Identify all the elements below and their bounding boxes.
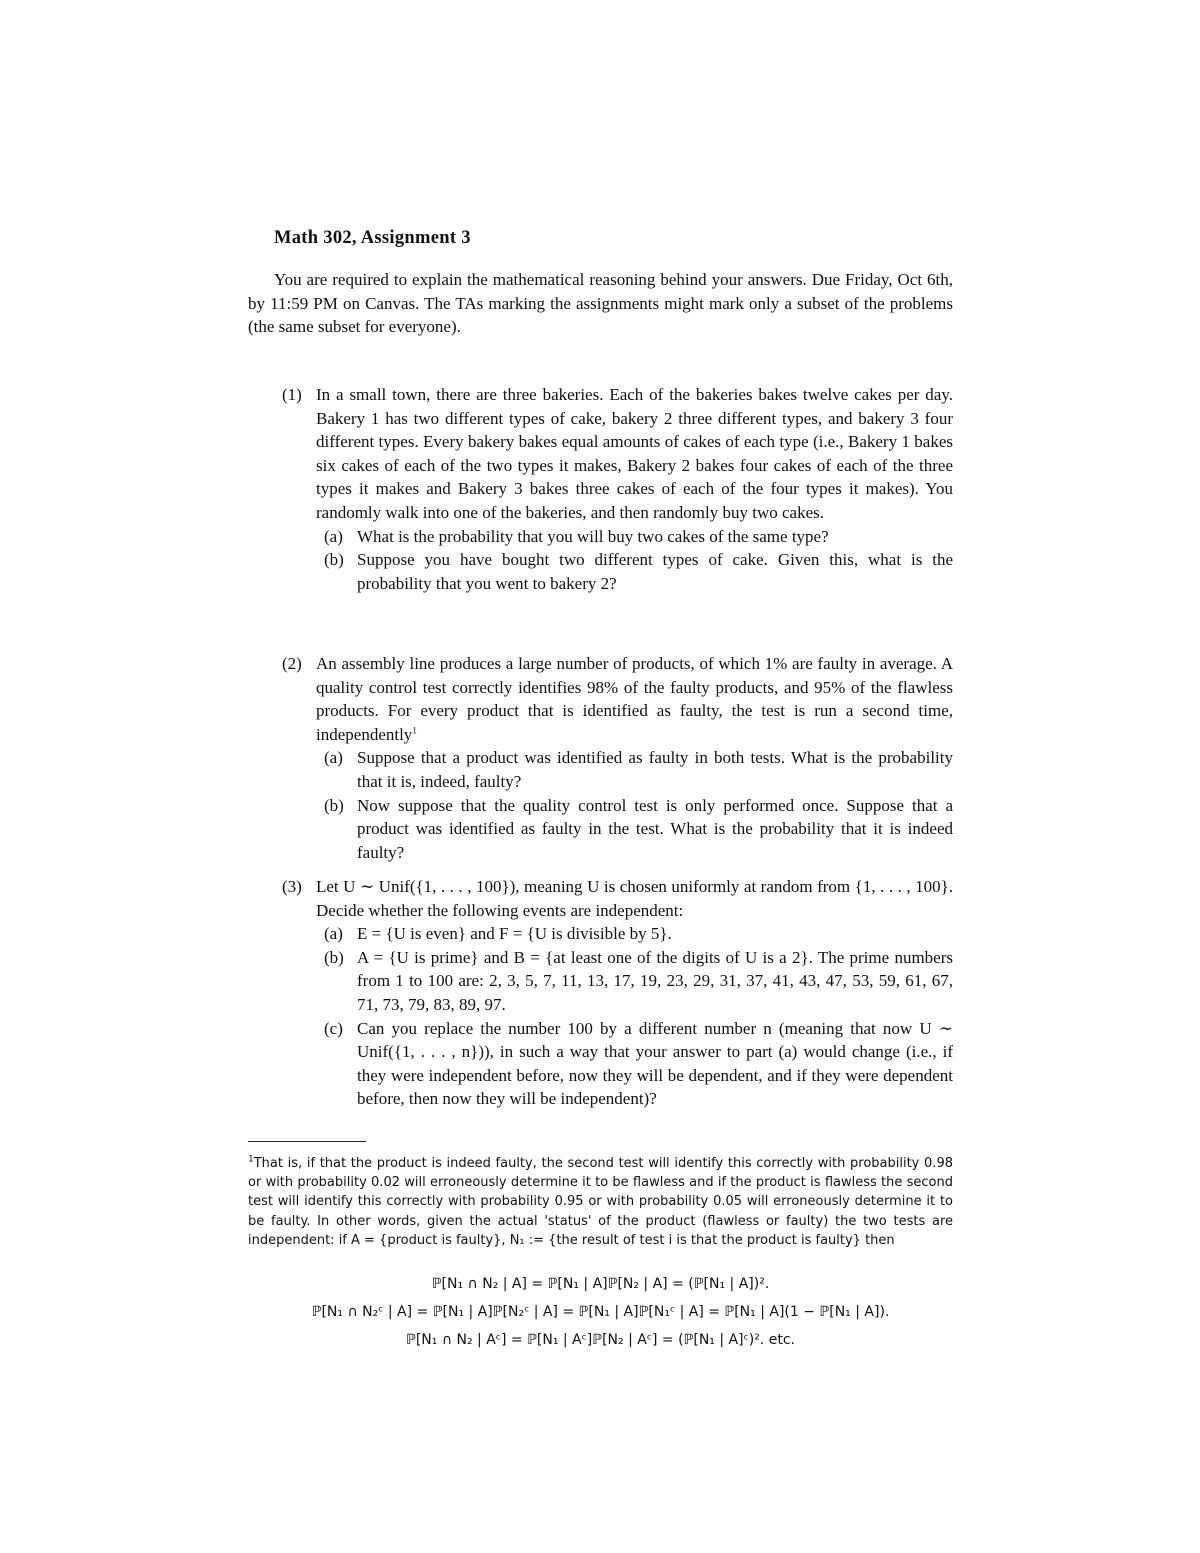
problem-part (316, 525, 953, 549)
problem-number: (1) (282, 385, 302, 404)
part-label: (b) (324, 550, 344, 570)
problem-number: (2) (282, 654, 302, 673)
problem-part (316, 1017, 953, 1111)
part-text: Now suppose that the quality control test is only performed once. Suppose that a product was identified as faulty in the test. What is the probability that it is indeed faulty? (357, 795, 953, 862)
problem-text: In a small town, there are three bakeries. Each of the bakeries bakes twelve cakes per day. Bakery 1 has two different types of cake, bakery 2 three different types, and bakery 3 four different types. Every bakery bakes equal amounts of cakes of each type (i.e., Bakery 1 bakes six cakes of each of the two types it makes, Bakery 2 bakes four cakes of each of the three types it makes and Bakery 3 bakes three cakes of each of the four types it makes). You randomly walk into one of the bakeries, and then randomly buy two cakes. (316, 385, 953, 522)
footnote-equation: ℙ[N₁ ∩ N₂ | A] = ℙ[N₁ | A]ℙ[N₂ | A] = (ℙ[N₁ | A])². (431, 1276, 770, 1292)
problem-part (316, 794, 953, 865)
footnote (248, 1154, 953, 1250)
part-label: (a) (324, 526, 343, 546)
footnote-text: That is, if that the product is indeed faulty, the second test will identify this correctly with probability 0.98 or with probability 0.02 will erroneously determine it to be flawless and if the product is flawless the second test will identify this correctly with probability 0.95 or with probability 0.05 will erroneously determine it to be faulty. In other words, given the actual 'status' of the product (flawless or faulty) the two tests are independent: if A = {product is faulty}, N₁ := {the result of test i is that the product is faulty} then (248, 1156, 953, 1248)
problem-3 (282, 875, 953, 1111)
problem-parts (316, 746, 953, 864)
part-label: (c) (324, 1018, 343, 1038)
part-text: E = {U is even} and F = {U is divisible by 5}. (357, 924, 672, 944)
problem-1 (282, 383, 953, 595)
problem-parts (316, 525, 953, 596)
part-label: (a) (324, 924, 343, 944)
problem-2 (282, 652, 953, 864)
part-text: What is the probability that you will buy two cakes of the same type? (357, 526, 829, 546)
part-text: Suppose you have bought two different types of cake. Given this, what is the probability that you went to bakery 2? (357, 550, 953, 593)
problem-text-body: An assembly line produces a large number of products, of which 1% are faulty in average. A quality control test correctly identifies 98% of the faulty products, and 95% of the flawless products. For every product that is identified as faulty, the test is run a second time, independently (316, 654, 953, 744)
page-title: Math 302, Assignment 3 (274, 228, 471, 248)
footnote-divider (248, 1141, 366, 1142)
problem-part (316, 746, 953, 793)
part-text: Can you replace the number 100 by a different number n (meaning that now U ∼ Unif({1, . . . , n})), in such a way that your answer to part (a) would change (i.e., if they were independent before, now they will be dependent, and if they were dependent before, then now they will be independent)? (357, 1018, 953, 1109)
part-label: (b) (324, 795, 344, 815)
problem-part (316, 922, 953, 946)
problem-text (316, 652, 953, 746)
footnote-number: 1 (248, 1154, 254, 1165)
problem-part (316, 946, 953, 1017)
part-text: Suppose that a product was identified as faulty in both tests. What is the probability that it is, indeed, faulty? (357, 748, 953, 791)
footnote-equation: ℙ[N₁ ∩ N₂ | Aᶜ] = ℙ[N₁ | Aᶜ]ℙ[N₂ | Aᶜ] = (ℙ[N₁ | A]ᶜ)². etc. (406, 1332, 795, 1348)
intro-paragraph: You are required to explain the mathematical reasoning behind your answers. Due Friday, Oct 6th, by 11:59 PM on Canvas. The TAs marking the assignments might mark only a subset of the problems (the same subset for everyone). (248, 270, 953, 337)
part-label: (b) (324, 947, 344, 967)
part-text: A = {U is prime} and B = {at least one of the digits of U is a 2}. The prime numbers from 1 to 100 are: 2, 3, 5, 7, 11, 13, 17, 19, 23, 29, 31, 37, 41, 43, 47, 53, 59, 61, 67, 71, 73, 79, 83, 89, 97. (357, 947, 953, 1014)
footnote-equation: ℙ[N₁ ∩ N₂ᶜ | A] = ℙ[N₁ | A]ℙ[N₂ᶜ | A] = ℙ[N₁ | A]ℙ[N₁ᶜ | A] = ℙ[N₁ | A](1 − ℙ[N₁ | A]). (311, 1304, 890, 1320)
problem-part (316, 548, 953, 595)
part-label: (a) (324, 748, 343, 768)
footnote-marker: 1 (412, 725, 417, 736)
problem-number: (3) (282, 877, 302, 896)
problem-parts (316, 922, 953, 1111)
problem-text: Let U ∼ Unif({1, . . . , 100}), meaning U is chosen uniformly at random from {1, . . . , 100}. Decide whether the following events are independent: (316, 877, 953, 920)
